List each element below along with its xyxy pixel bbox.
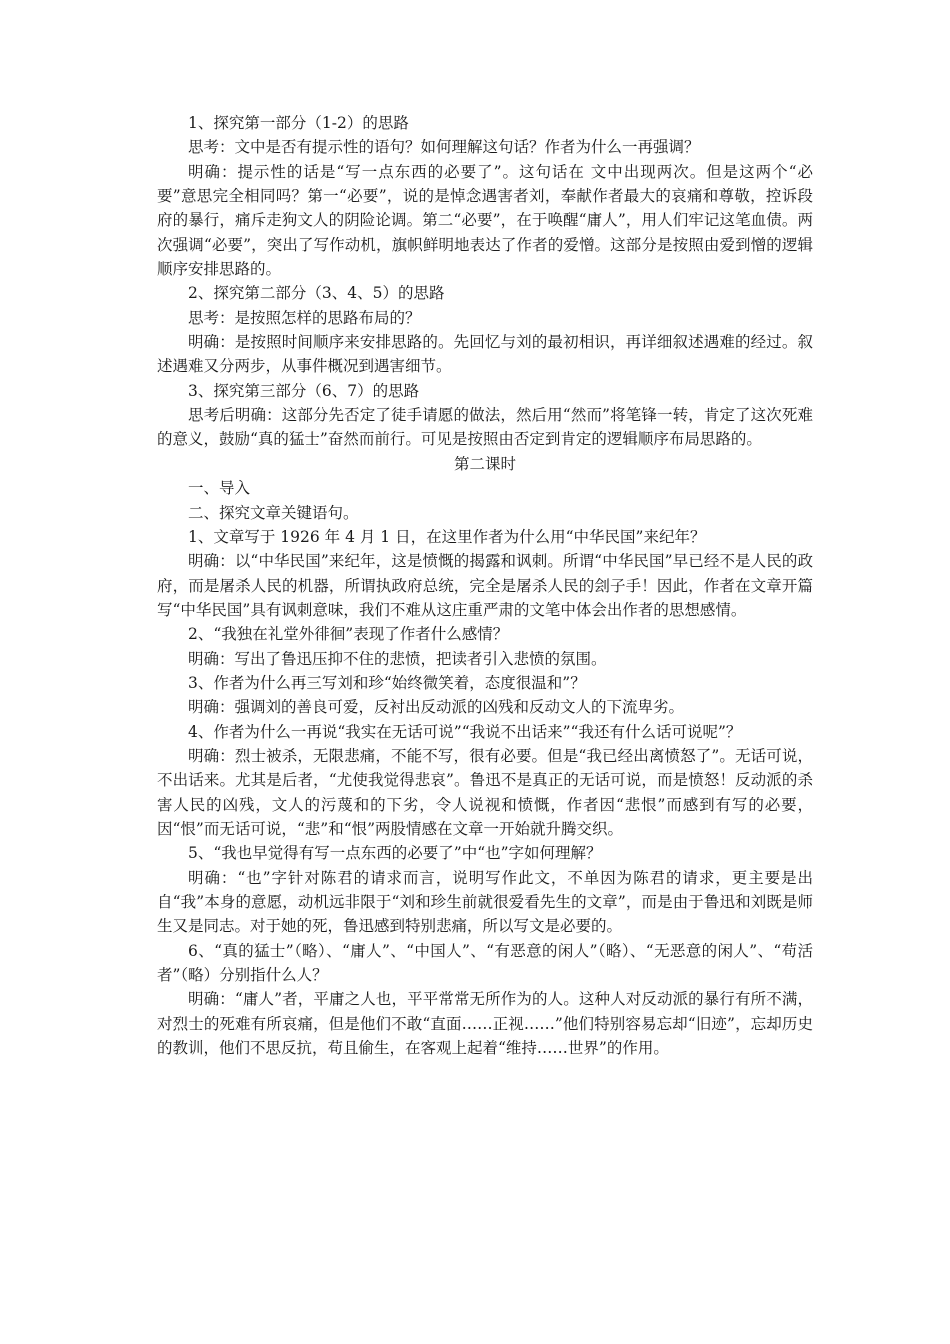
answer-paragraph: 明确：“也”字针对陈君的请求而言，说明写作此文，不单因为陈君的请求，更主要是出自“我”本身的意愿，动机远非限于“刘和珍生前就很爱看先生的文章”，而是由于鲁迅和刘既是师生又是同志。对于她的死，鲁迅感到特别悲痛，所以写文是必要的。 [157, 868, 813, 936]
question-paragraph: 6、“真的猛士”（略）、“庸人”、“中国人”、“有恶意的闲人”（略）、“无恶意的闲人”、“苟活者”（略）分别指什么人？ [157, 941, 813, 985]
question-paragraph: 3、作者为什么再三写刘和珍“始终微笑着，态度很温和”？ [188, 673, 586, 692]
section-heading-introduction: 一、导入 [188, 479, 251, 498]
question-paragraph: 5、“我也早觉得有写一点东西的必要了”中“也”字如何理解？ [188, 844, 602, 863]
section-heading-part-three: 3、探究第三部分（6、7）的思路 [188, 381, 420, 400]
lesson-title: 第二课时 [453, 454, 516, 473]
section-heading-key-sentences: 二、探究文章关键语句。 [188, 503, 359, 522]
answer-paragraph: 明确：强调刘的善良可爱，反衬出反动派的凶残和反动文人的下流卑劣。 [188, 698, 685, 717]
section-heading-part-two: 2、探究第二部分（3、4、5）的思路 [188, 284, 445, 303]
answer-paragraph: 明确：烈士被杀，无限悲痛，不能不写，很有必要。但是“我已经出离愤怒了”。无话可说，不出话来。尤其是后者，“尤使我觉得悲哀”。鲁迅不是真正的无话可说，而是愤怒！反动派的杀害人民的凶残，文人的污蔑和的下劣，令人说视和愤慨，作者因“悲恨”而感到有写的必要，因“恨”而无话可说，“悲”和“恨”两股情感在文章一开始就升腾交织。 [157, 746, 813, 838]
answer-paragraph: 明确：以“中华民国”来纪年，这是愤慨的揭露和讽刺。所谓“中华民国”早已经不是人民的政府，而是屠杀人民的机器，所谓执政府总统，完全是屠杀人民的刽子手！因此，作者在文章开篇写“中华民国”具有讽刺意味，我们不难从这庄重严肃的文笔中体会出作者的思想感情。 [157, 552, 813, 619]
document-body [157, 111, 813, 1060]
section-heading-part-one: 1、探究第一部分（1-2）的思路 [188, 114, 409, 132]
question-paragraph: 思考：是按照怎样的思路布局的？ [188, 308, 421, 327]
question-paragraph: 2、“我独在礼堂外徘徊”表现了作者什么感情？ [188, 625, 509, 644]
answer-paragraph: 明确：写出了鲁迅压抑不住的悲愤，把读者引入悲愤的氛围。 [188, 649, 607, 668]
answer-paragraph: 思考后明确：这部分先否定了徒手请愿的做法，然后用“然而”将笔锋一转，肯定了这次死难的意义，鼓励“真的猛士”奋然而前行。可见是按照由否定到肯定的逻辑顺序布局思路的。 [157, 406, 813, 449]
question-paragraph: 1、文章写于 1926 年 4 月 1 日，在这里作者为什么用“中华民国”来纪年？ [188, 527, 706, 546]
answer-paragraph: 明确：提示性的话是“写一点东西的必要了”。这句话在 文中出现两次。但是这两个“必要”意思完全相同吗？第一“必要”，说的是悼念遇害者刘，奉献作者最大的哀痛和尊敬，控诉段府的暴行，痛斥走狗文人的阴险论调。第二“必要”，在于唤醒“庸人”，用人们牢记这笔血债。两次强调“必要”，突出了写作动机，旗帜鲜明地表达了作者的爱憎。这部分是按照由爱到憎的逻辑顺序安排思路的。 [157, 162, 813, 279]
answer-paragraph: 明确：“庸人”者，平庸之人也，平平常常无所作为的人。这种人对反动派的暴行有所不满，对烈士的死难有所哀痛，但是他们不敢“直面……正视……”他们特别容易忘却“旧迹”，忘却历史的教训，他们不思反抗，苟且偷生，在客观上起着“维持……世界”的作用。 [157, 990, 813, 1058]
question-paragraph: 4、作者为什么一再说“我实在无话可说”“我说不出话来”“我还有什么话可说呢”？ [188, 722, 742, 741]
answer-paragraph: 明确：是按照时间顺序来安排思路的。先回忆与刘的最初相识，再详细叙述遇难的经过。叙述遇难又分两步，从事件概况到遇害细节。 [157, 333, 813, 376]
question-paragraph: 思考：文中是否有提示性的语句？如何理解这句话？作者为什么一再强调？ [188, 138, 700, 157]
